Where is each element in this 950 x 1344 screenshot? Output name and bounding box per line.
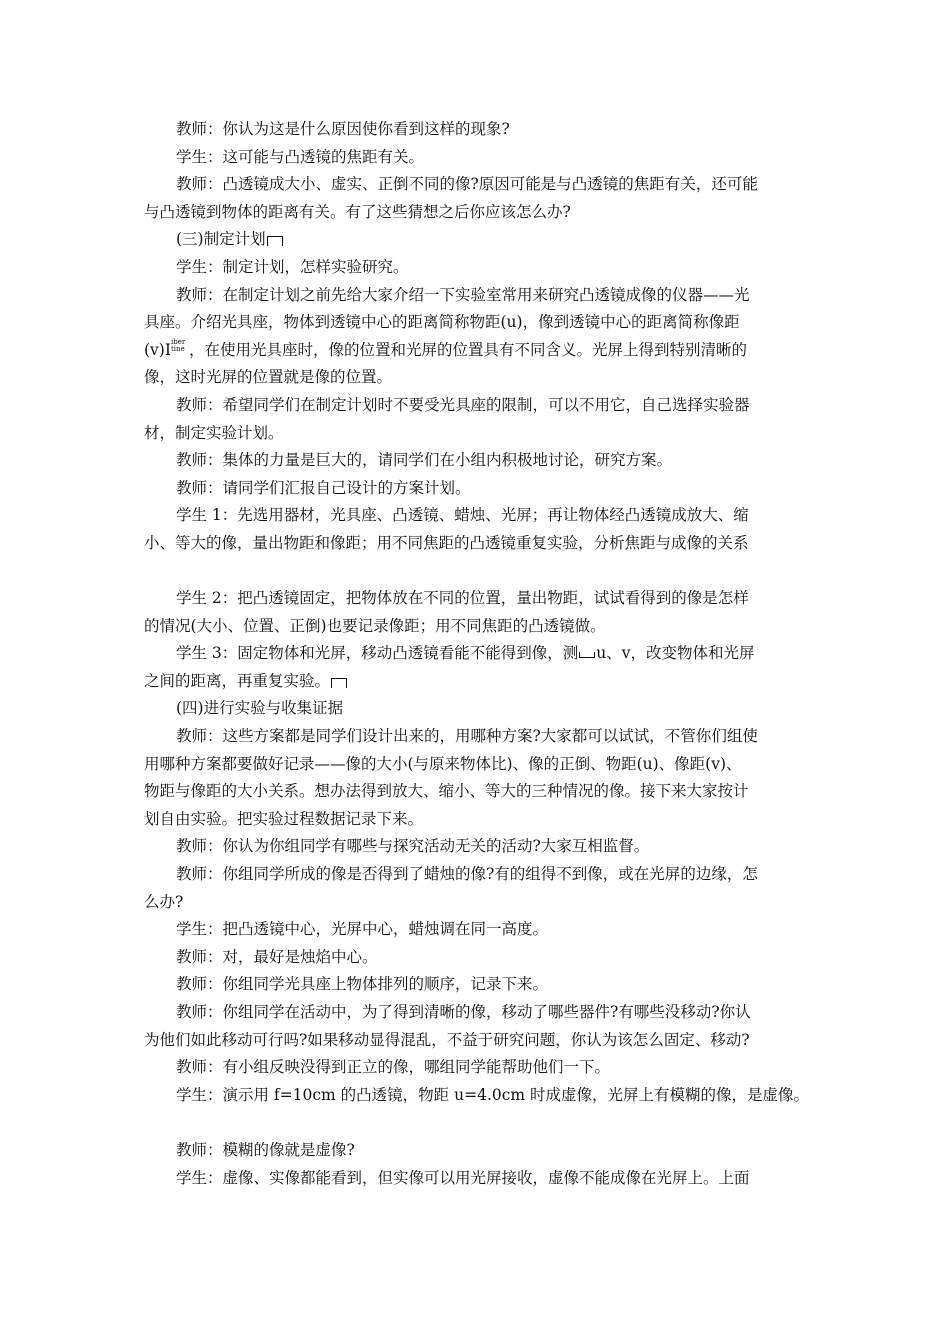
paragraph-line: 教师：在制定计划之前先给大家介绍一下实验室常用来研究凸透镜成像的仪器——光	[176, 285, 750, 304]
paragraph-line: 教师：对，最好是烛焰中心。	[176, 947, 378, 966]
paragraph-line	[144, 337, 816, 365]
text-span: u、v，改变物体和光屏	[596, 644, 755, 663]
paragraph-line: 学生 2：把凸透镜固定，把物体放在不同的位置，量出物距，试试看得到的像是怎样	[176, 589, 749, 608]
paragraph-line: 具座。介绍光具座，物体到透镜中心的距离简称物距(u)，像到透镜中心的距离简称像距	[144, 313, 740, 332]
stray-tiny-text: iber tine	[170, 337, 186, 353]
paragraph-line: 教师：模糊的像就是虚像?	[176, 1140, 355, 1159]
paragraph-line: 学生：制定计划，怎样实验研究。	[176, 257, 409, 276]
paragraph-line: 教师：你认为你组同学有哪些与探究活动无关的活动?大家互相监督。	[176, 837, 650, 856]
text-span: 学生 3：固定物体和光屏，移动凸透镜看能不能得到像，测	[176, 644, 579, 663]
paragraph-line: 用哪种方案都要做好记录——像的大小(与原来物体比)、像的正倒、物距(u)、像距(v)、	[144, 754, 742, 773]
paragraph-line: 学生：这可能与凸透镜的焦距有关。	[176, 147, 425, 166]
section-heading-line	[144, 226, 816, 254]
paragraph-line: 小、等大的像，量出物距和像距；用不同焦距的凸透镜重复实验，分析焦距与成像的关系	[144, 533, 749, 552]
text-span: (v)	[144, 340, 165, 359]
paragraph-line	[144, 668, 816, 696]
document-page	[144, 116, 816, 1192]
text-span: 之间的距离，再重复实验。	[144, 671, 331, 690]
paragraph-line: 教师：你组同学在活动中，为了得到清晰的像，移动了哪些器件?有哪些没移动?你认	[176, 1003, 751, 1021]
paragraph-line: 的情况(大小、位置、正倒)也要记录像距；用不同焦距的凸透镜做。	[144, 616, 606, 635]
paragraph-line: 教师：你组同学光具座上物体排列的顺序，记录下来。	[176, 975, 549, 994]
paragraph-line: 教师：有小组反映没得到正立的像，哪组同学能帮助他们一下。	[176, 1058, 611, 1077]
paragraph-line: 学生 1：先选用器材，光具座、凸透镜、蜡烛、光屏；再让物体经凸透镜成放大、缩	[176, 506, 749, 525]
paragraph-line: 学生：演示用 f=10cm 的凸透镜，物距 u=4.0cm 时成虚像，光屏上有模糊的像，是虚像。	[176, 1085, 810, 1104]
paragraph-line: 教师：你组同学所成的像是否得到了蜡烛的像?有的组得不到像，或在光屏的边缘，怎	[176, 865, 758, 884]
paragraph-line	[144, 640, 816, 668]
paragraph-line: 教师：你认为这是什么原因使你看到这样的现象?	[176, 120, 510, 138]
text-span: ，在使用光具座时，像的位置和光屏的位置具有不同含义。光屏上得到特别清晰的	[188, 340, 747, 359]
blank-line	[144, 1109, 816, 1137]
stray-glyph: I	[164, 340, 171, 359]
blank-line	[144, 558, 816, 586]
section-heading: (四)进行实验与收集证据	[176, 699, 344, 718]
paragraph-line: 划自由实验。把实验过程数据记录下来。	[144, 809, 424, 828]
paragraph-line: 像，这时光屏的位置就是像的位置。	[144, 368, 393, 387]
paragraph-line: 材，制定实验计划。	[144, 423, 284, 442]
paragraph-line: 教师：这些方案都是同学们设计出来的，用哪种方案?大家都可以试试，不管你们组使	[176, 727, 758, 746]
paragraph-line: 么办?	[144, 892, 184, 911]
paragraph-line: 学生：虚像、实像都能看到，但实像可以用光屏接收，虚像不能成像在光屏上。上面	[176, 1168, 750, 1187]
paragraph-line: 教师：凸透镜成大小、虚实、正倒不同的像?原因可能是与凸透镜的焦距有关，还可能	[176, 175, 758, 194]
section-heading: (三)制定计划	[176, 230, 266, 249]
paragraph-line: 物距与像距的大小关系。想办法得到放大、缩小、等大的三种情况的像。接下来大家按计	[144, 782, 749, 801]
paragraph-line: 与凸透镜到物体的距离有关。有了这些猜想之后你应该怎么办?	[144, 202, 571, 221]
paragraph-line: 教师：请同学们汇报自己设计的方案计划。	[176, 478, 471, 497]
edit-mark	[331, 678, 347, 688]
paragraph-line: 为他们如此移动可行吗?如果移动显得混乱，不益于研究问题，你认为该怎么固定、移动?	[144, 1030, 750, 1049]
edit-mark	[267, 236, 283, 246]
paragraph-line: 学生：把凸透镜中心，光屏中心，蜡烛调在同一高度。	[176, 920, 549, 939]
edit-mark	[579, 652, 595, 658]
paragraph-line: 教师：希望同学们在制定计划时不要受光具座的限制，可以不用它，自己选择实验器	[176, 395, 750, 414]
paragraph-line: 教师：集体的力量是巨大的，请同学们在小组内积极地讨论，研究方案。	[176, 451, 673, 470]
